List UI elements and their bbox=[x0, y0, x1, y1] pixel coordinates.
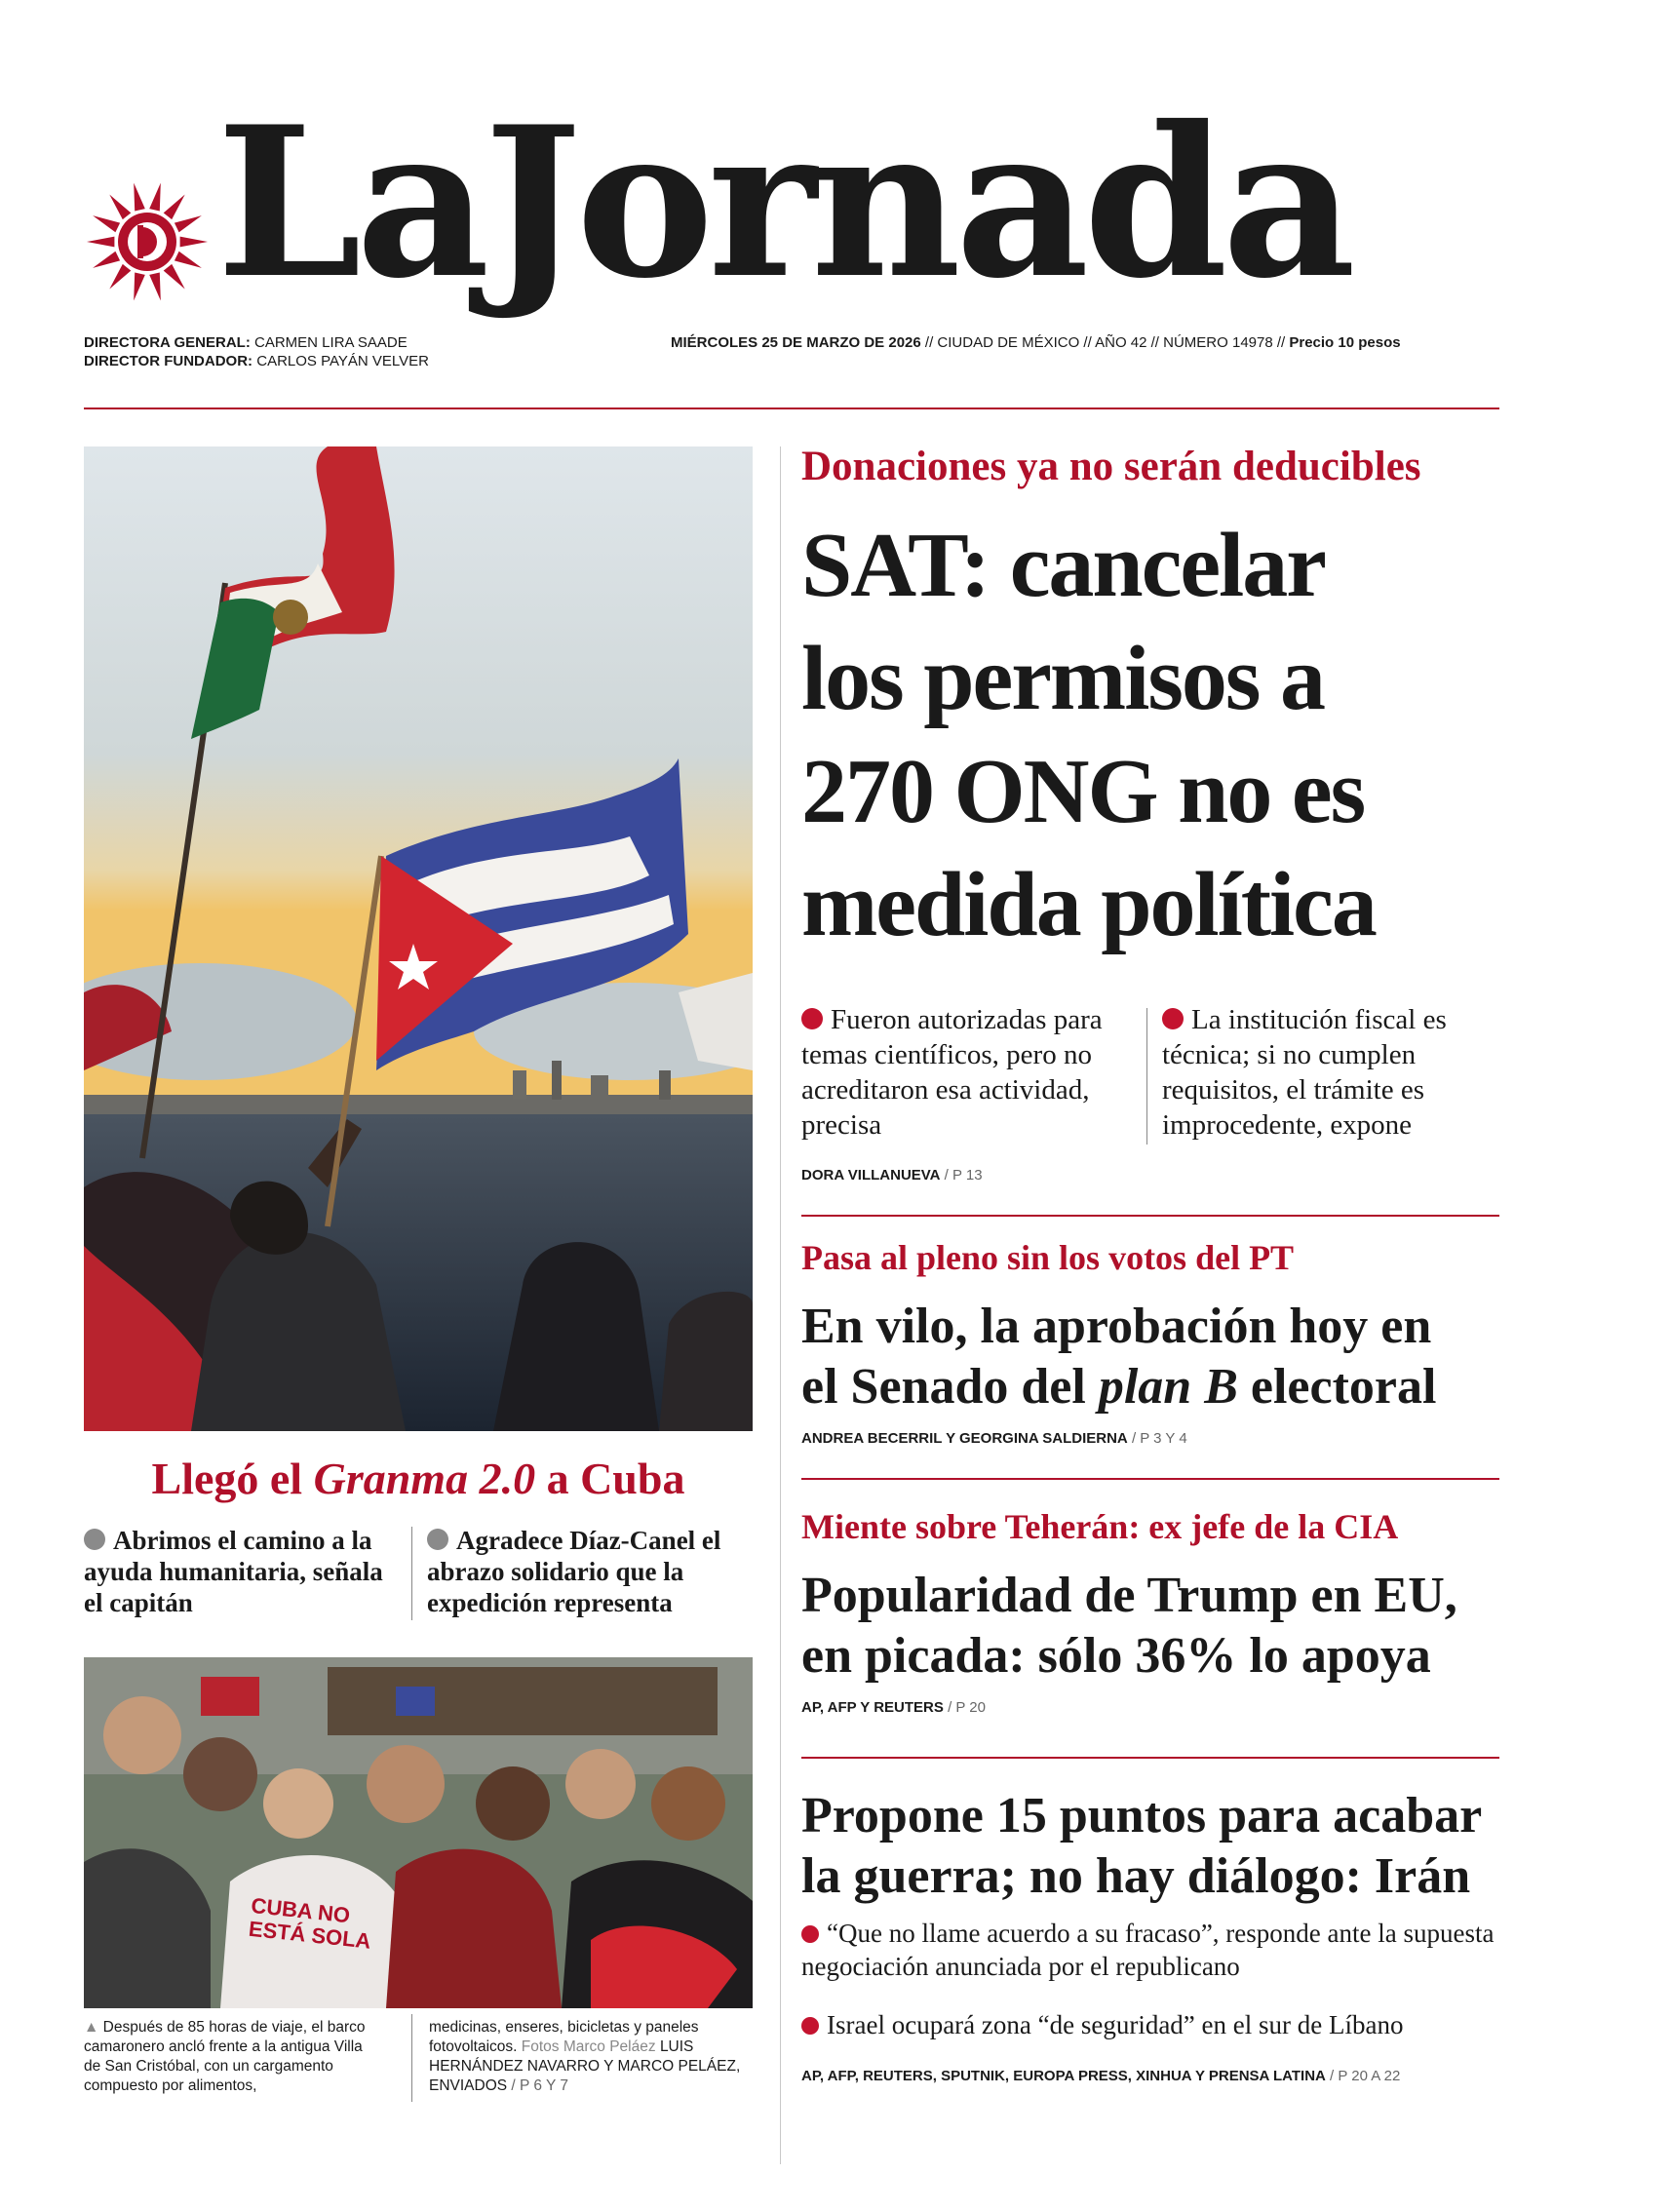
caption-byline: LUIS HERNÁNDEZ NAVARRO Y MARCO PELÁEZ, ENVIADOS bbox=[429, 2038, 741, 2094]
second-photo bbox=[84, 1657, 753, 2008]
edition-price: Precio 10 pesos bbox=[1289, 334, 1401, 351]
logo-wordmark: LaJornada bbox=[216, 81, 1350, 324]
photo-story-bullet-left: Abrimos el camino a la ayuda humanitaria, señala el capitán bbox=[84, 1526, 383, 1617]
bullet-icon bbox=[1162, 1008, 1184, 1029]
bullet-icon bbox=[84, 1529, 105, 1550]
main-bullets-divider bbox=[1146, 1008, 1147, 1145]
main-headline: SAT: cancelar los permisos a 270 ONG no es medida política bbox=[801, 515, 1376, 955]
triangle-icon: ▲ bbox=[84, 2019, 99, 2036]
photo-bullets-divider bbox=[411, 1527, 412, 1620]
bullet-icon bbox=[801, 2017, 819, 2035]
sun-ray bbox=[109, 195, 131, 220]
edition-date: MIÉRCOLES 25 DE MARZO DE 2026 bbox=[671, 334, 921, 351]
caption-divider bbox=[411, 2014, 412, 2102]
main-byline: DORA VILLANUEVA / P 13 bbox=[801, 1167, 983, 1184]
story3-byline: AP, AFP Y REUTERS / P 20 bbox=[801, 1699, 986, 1716]
sun-ray bbox=[93, 215, 120, 232]
sun-ray bbox=[109, 264, 131, 290]
story3-headline: Popularidad de Trump en EU, en picada: sólo 36% lo apoya bbox=[801, 1568, 1457, 1684]
photo-story-headline: Llegó el Granma 2.0 a Cuba bbox=[151, 1454, 685, 1503]
main-photo bbox=[84, 446, 753, 1431]
bullet-icon bbox=[801, 1925, 819, 1943]
edition-number: NÚMERO 14978 // bbox=[1163, 334, 1286, 351]
crowd-photo-illustration bbox=[84, 1657, 753, 2008]
story4-bullet-1: “Que no llame acuerdo a su fracaso”, responde ante la supuesta negociación anunciada por el republicano bbox=[801, 1919, 1495, 1981]
sun-ray bbox=[175, 215, 202, 232]
main-kicker: Donaciones ya no serán deducibles bbox=[801, 444, 1421, 489]
sun-ray bbox=[87, 237, 114, 248]
main-bullet-right: La institución fiscal es técnica; si no cumplen requisitos, el trámite es improcedente, expone bbox=[1162, 1004, 1447, 1141]
story2-byline: ANDREA BECERRIL Y GEORGINA SALDIERNA / P 3 Y 4 bbox=[801, 1430, 1187, 1447]
directora-line: DIRECTORA GENERAL: CARMEN LIRA SAADE bbox=[84, 334, 408, 351]
story-divider-3 bbox=[801, 1757, 1499, 1759]
sun-ray bbox=[180, 237, 208, 248]
sun-ray bbox=[164, 195, 185, 220]
photo-story-bullet-right: Agradece Díaz-Canel el abrazo solidario que la expedición representa bbox=[427, 1526, 721, 1617]
story-divider-1 bbox=[801, 1215, 1499, 1217]
photo-credit: Fotos Marco Peláez bbox=[521, 2038, 656, 2055]
sun-ray bbox=[175, 252, 202, 268]
masthead-divider bbox=[84, 407, 1499, 409]
sun-logo-icon bbox=[84, 178, 211, 305]
sun-ray bbox=[134, 273, 145, 301]
sun-ray bbox=[134, 183, 145, 212]
bullet-icon bbox=[427, 1529, 448, 1550]
sun-ray bbox=[149, 183, 161, 212]
edition-year: AÑO 42 // bbox=[1095, 334, 1159, 351]
story4-bullet-2: Israel ocupará zona “de seguridad” en el sur de Líbano bbox=[801, 2008, 1503, 2041]
story4-byline: AP, AFP, REUTERS, SPUTNIK, EUROPA PRESS, XINHUA Y PRENSA LATINA / P 20 A 22 bbox=[801, 2068, 1401, 2084]
sun-ray bbox=[164, 264, 185, 290]
story4-headline: Propone 15 puntos para acabar la guerra; no hay diálogo: Irán bbox=[801, 1788, 1483, 1904]
banner-shirt-text: CUBA NO ESTÁ SOLA bbox=[247, 1892, 372, 1954]
photo-caption-right: medicinas, enseres, bicicletas y paneles fotovoltaicos. Fotos Marco Peláez LUIS HERNÁNDEZ NAVARRO Y MARCO PELÁEZ, ENVIADOS / P 6 Y 7 bbox=[429, 2019, 741, 2094]
story3-kicker: Miente sobre Teherán: ex jefe de la CIA bbox=[801, 1507, 1399, 1546]
sun-ray bbox=[149, 273, 161, 301]
bullet-icon bbox=[801, 1008, 823, 1029]
main-bullet-left: Fueron autorizadas para temas científicos, pero no acreditaron esa actividad, precisa bbox=[801, 1004, 1103, 1141]
story2-headline: En vilo, la aprobación hoy en el Senado del plan B electoral bbox=[801, 1299, 1437, 1415]
story-divider-2 bbox=[801, 1478, 1499, 1480]
flags-photo-illustration bbox=[84, 446, 753, 1431]
column-divider bbox=[780, 446, 781, 2164]
edition-info bbox=[671, 334, 1401, 352]
edition-city: // CIUDAD DE MÉXICO // bbox=[924, 334, 1092, 351]
sun-ray bbox=[93, 252, 120, 268]
story2-kicker: Pasa al pleno sin los votos del PT bbox=[801, 1238, 1295, 1277]
fundador-line: DIRECTOR FUNDADOR: CARLOS PAYÁN VELVER bbox=[84, 353, 429, 369]
photo-caption-left: ▲ Después de 85 horas de viaje, el barco camaronero ancló frente a la antigua Villa de San Cristóbal, con un cargamento compuesto por alimentos, bbox=[84, 2019, 366, 2094]
